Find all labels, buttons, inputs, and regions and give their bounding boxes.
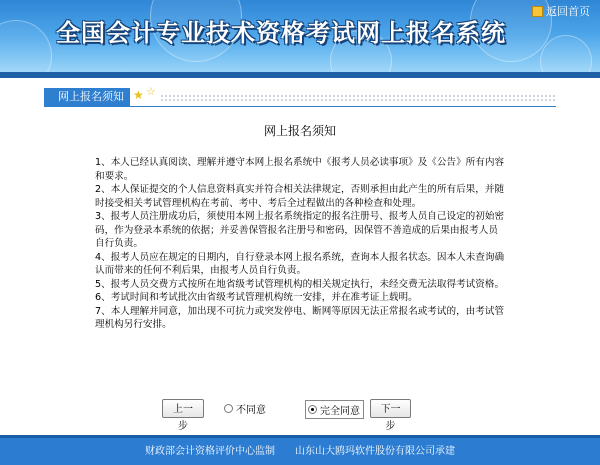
notice-item: 6、考试时间和考试批次由省级考试管理机构统一安排，并在准考证上载明。 (95, 292, 418, 303)
star-icon: ☆ (146, 85, 156, 98)
notice-item: 4、报考人员应在规定的日期内，自行登录本网上报名系统，查询本人报名状态。因本人未查询确认而带来的任何不利后果，由报考人员自行负责。 (95, 251, 505, 276)
notice-item: 5、报考人员交费方式按所在地省级考试管理机构的相关规定执行，未经交费无法取得考试资格。 (95, 278, 505, 290)
notice-item: 3、报考人员注册成功后，须使用本网上报名系统指定的报名注册号、报考人员自己设定的初始密码，作为登录本系统的依据；并妥善保管报名注册号和密码，因保管不善造成的后果由报考人员自行负责。 (95, 211, 505, 249)
header-banner (0, 0, 600, 78)
disagree-option[interactable] (224, 401, 266, 416)
tab-registration-notice[interactable]: 网上报名须知 (44, 88, 130, 106)
star-icon: ★ (133, 88, 144, 102)
home-link[interactable] (532, 3, 590, 19)
footer: 财政部会计资格评价中心监制 山东山大鸥玛软件股份有限公司承建 (0, 435, 600, 465)
notice-item: 1、本人已经认真阅读、理解并遵守本网上报名系统中《报考人员必读事项》及《公告》所有内容和要求。 (95, 157, 505, 182)
agree-option[interactable] (305, 400, 364, 419)
dotted-divider (160, 94, 555, 102)
home-icon (532, 6, 543, 17)
notice-title: 网上报名须知 (263, 124, 336, 138)
notice-item: 2、本人保证提交的个人信息资料真实并符合相关法律规定，否则承担由此产生的所有后果，并随时接受相关考试管理机构在考前、考中、考后全过程做出的各种检查和处理。 (95, 184, 505, 209)
system-title: 全国会计专业技术资格考试网上报名系统 (56, 18, 506, 47)
agree-label: 完全同意 (320, 406, 360, 417)
disagree-radio[interactable] (224, 404, 233, 413)
agree-radio[interactable] (308, 405, 317, 414)
agree-focus-box (305, 400, 364, 419)
notice-item: 7、本人理解并同意，加出现不可抗力或突发停电、断网等原因无法正常报名或考试的，由考试管理机构另行安排。 (95, 305, 505, 330)
tab-underline (44, 106, 556, 107)
main-content (0, 78, 600, 435)
agreement-controls (0, 399, 600, 432)
prev-step-button[interactable]: 上一步 (162, 399, 204, 418)
home-link-label: 返回首页 (546, 5, 590, 18)
disagree-label: 不同意 (236, 405, 266, 416)
next-step-button[interactable]: 下一步 (370, 399, 411, 418)
decor-bubble (0, 20, 52, 78)
notice-list (95, 156, 505, 332)
